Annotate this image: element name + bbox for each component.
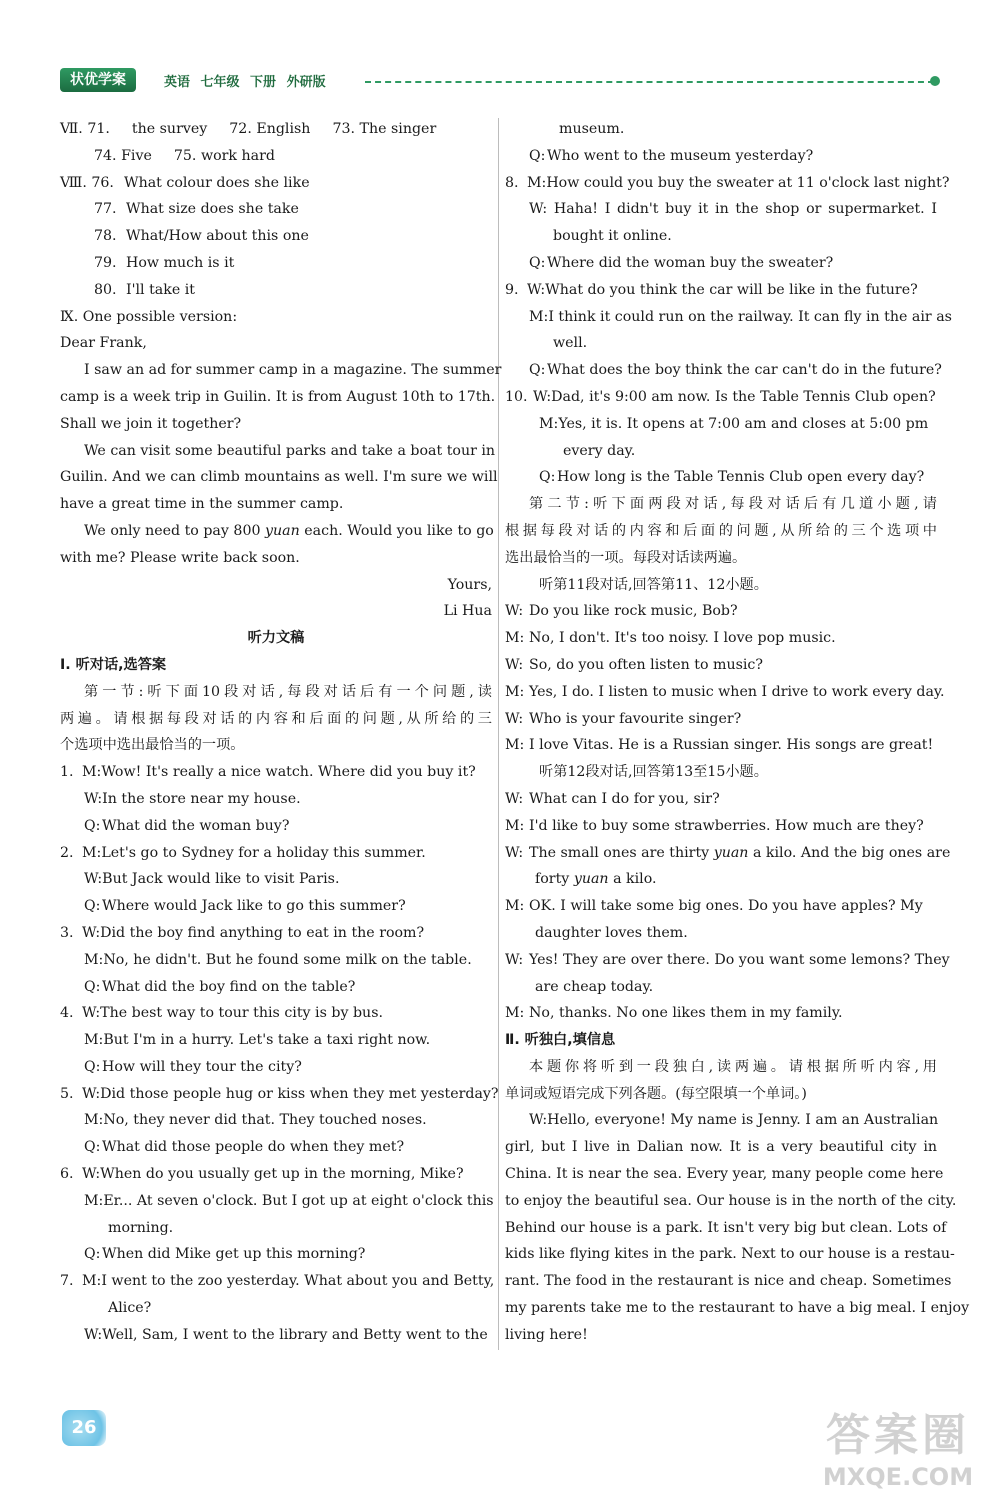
dialog-line: W:Well, Sam, I went to the library and Betty went to the (84, 1326, 488, 1343)
dialog-line: Q: What did the woman buy? (84, 817, 290, 834)
instruction-line: 单词或短语完成下列各题。(每空限填一个单词。) (505, 1085, 807, 1102)
instruction-line: 选出最恰当的一项。每段对话读两遍。 (505, 549, 747, 566)
dialog-line: W:In the store near my house. (84, 790, 301, 807)
answer-80: 80. I'll take it (94, 281, 195, 298)
dialog-line: 8. M:How could you buy the sweater at 11 o'clock last night? (505, 174, 950, 191)
dialog-line: Q: Who went to the museum yesterday? (529, 147, 814, 164)
letter-line: Guilin. And we can climb mountains as well. I'm sure we will (60, 469, 498, 486)
letter-line: have a great time in the summer camp. (60, 496, 344, 513)
instruction-line: 个选项中选出最恰当的一项。 (60, 737, 245, 754)
dialog-line: W: The small ones are thirty yuan a kilo. And the big ones are (505, 844, 951, 861)
dialog-line: M: Yes, I do. I listen to music when I drive to work every day. (505, 683, 945, 700)
dialog-12-title: 听第12段对话,回答第13至15小题。 (539, 764, 768, 781)
answer-79: 79. How much is it (94, 254, 235, 271)
dialog-line: 2. M:Let's go to Sydney for a holiday this summer. (60, 844, 426, 861)
letter-closing: Yours, (447, 576, 492, 593)
instruction-line: 第一节:听下面10段对话,每段对话后有一个问题,读 (84, 683, 492, 700)
monologue-line: rant. The food in the restaurant is nice and cheap. Sometimes (505, 1273, 952, 1290)
letter-line: with me? Please write back soon. (60, 549, 300, 566)
script-title: 听力文稿 (247, 630, 305, 647)
instruction-line: 第二节:听下面两段对话,每段对话后有几道小题,请 (529, 496, 937, 513)
dialog-line: 4. W:The best way to tour this city is by bus. (60, 1005, 383, 1022)
header-divider (365, 81, 934, 83)
answer-77: 77. What size does she take (94, 201, 299, 218)
answer-76: Ⅷ. 76. What colour does she like (60, 174, 310, 191)
watermark-text: 答案圈 (826, 1410, 970, 1461)
part2-title: Ⅱ. 听独白,填信息 (505, 1032, 616, 1049)
dialog-line: daughter loves them. (535, 924, 688, 941)
dialog-line: M: No, I don't. It's too noisy. I love pop music. (505, 630, 836, 647)
answer-line-74-75: 74. Five 75. work hard (94, 147, 275, 164)
dialog-line: bought it online. (553, 228, 672, 245)
book-logo: 状优学案 (60, 68, 136, 92)
dialog-line: M:Yes, it is. It opens at 7:00 am and closes at 5:00 pm (539, 415, 929, 432)
dialog-line: are cheap today. (535, 978, 654, 995)
dialog-line: Q: Where did the woman buy the sweater? (529, 254, 834, 271)
dialog-line: morning. (108, 1219, 174, 1236)
dialog-line: museum. (559, 121, 625, 137)
dialog-line: 7. M:I went to the zoo yesterday. What about you and Betty, (60, 1273, 495, 1290)
dialog-line: 6. W:When do you usually get up in the morning, Mike? (60, 1166, 464, 1183)
monologue-line: girl, but I live in Dalian now. It is a very beautiful city in (505, 1139, 937, 1156)
instruction-line: 本题你将听到一段独白,读两遍。请根据所听内容,用 (529, 1058, 937, 1075)
dialog-line: Q: When did Mike get up this morning? (84, 1246, 366, 1263)
dialog-line: Q: What did the boy find on the table? (84, 978, 356, 995)
instruction-line: 两遍。请根据每段对话的内容和后面的问题,从所给的三 (60, 710, 492, 727)
letter-line: We can visit some beautiful parks and take a boat tour in (84, 442, 496, 459)
dialog-line: well. (553, 335, 588, 352)
right-column (505, 116, 970, 1349)
dialog-line: M:But I'm in a hurry. Let's take a taxi right now. (84, 1032, 431, 1049)
dialog-line: 10. W:Dad, it's 9:00 am now. Is the Table Tennis Club open? (505, 388, 936, 405)
monologue-line: kids like flying kites in the park. Next to our house is a restau- (505, 1246, 955, 1263)
dialog-line: Q: What did those people do when they met? (84, 1139, 405, 1156)
dialog-line: M:I think it could run on the railway. It can fly in the air as (529, 308, 952, 325)
monologue-line: Behind our house is a park. It isn't very big but clean. Lots of (505, 1219, 947, 1236)
watermark-url: MXQE.COM (822, 1463, 974, 1491)
dialog-line: Q: How long is the Table Tennis Club open every day? (539, 469, 925, 486)
dialog-line: Q: How will they tour the city? (84, 1058, 302, 1075)
page-header (60, 68, 940, 94)
letter-line: Shall we join it together? (60, 415, 242, 432)
letter-signature: Li Hua (443, 603, 492, 620)
dialog-line: M:No, they never did that. They touched noses. (84, 1112, 427, 1129)
dialog-line: W: Do you like rock music, Bob? (505, 603, 738, 620)
dialog-line: W: Who is your favourite singer? (505, 710, 742, 727)
dialog-line: forty yuan a kilo. (535, 871, 657, 888)
writing-label: Ⅸ. One possible version: (60, 308, 238, 325)
dialog-line: every day. (563, 442, 636, 459)
dialog-line: Q: Where would Jack like to go this summer? (84, 898, 406, 915)
letter-line: I saw an ad for summer camp in a magazine. The summer (84, 362, 502, 379)
dialog-line: M:No, he didn't. But he found some milk on the table. (84, 951, 472, 968)
book-info: 英语 七年级 下册 外研版 (164, 75, 326, 90)
monologue-line: China. It is near the sea. Every year, many people come here (505, 1166, 944, 1183)
dialog-line: 3. W:Did the boy find anything to eat in the room? (60, 924, 425, 941)
dialog-line: W: So, do you often listen to music? (505, 656, 763, 673)
answer-line-71-73: Ⅶ. 71. the survey 72. English 73. The singer (60, 121, 437, 137)
header-dot-icon (930, 76, 940, 86)
part1-title: Ⅰ. 听对话,选答案 (60, 656, 167, 673)
dialog-11-title: 听第11段对话,回答第11、12小题。 (539, 576, 768, 593)
dialog-line: 5. W:Did those people hug or kiss when they met yesterday? (60, 1085, 499, 1102)
dialog-line: 1. M:Wow! It's really a nice watch. Where did you buy it? (60, 764, 476, 781)
monologue-line: living here! (505, 1326, 588, 1343)
dialog-line: M: I love Vitas. He is a Russian singer. His songs are great! (505, 737, 934, 754)
left-column (60, 116, 502, 1349)
page-number: 26 (62, 1410, 106, 1446)
dialog-line: M: OK. I will take some big ones. Do you have apples? My (505, 898, 923, 915)
dialog-line: W: What can I do for you, sir? (505, 790, 720, 807)
answer-78: 78. What/How about this one (94, 228, 309, 245)
dialog-line: M: I'd like to buy some strawberries. How much are they? (505, 817, 924, 834)
letter-line: We only need to pay 800 yuan each. Would you like to go (84, 522, 494, 539)
dialog-line: W: Haha! I didn't buy it in the shop or supermarket. I (529, 201, 938, 218)
dialog-line: M: No, thanks. No one likes them in my family. (505, 1005, 843, 1022)
letter-line: camp is a week trip in Guilin. It is from August 10th to 17th. (60, 388, 496, 405)
monologue-line: my parents take me to the restaurant to have a big meal. I enjoy (505, 1300, 970, 1317)
dialog-line: Q: What does the boy think the car can't do in the future? (529, 362, 942, 379)
letter-greeting: Dear Frank, (60, 335, 147, 352)
instruction-line: 根据每段对话的内容和后面的问题,从所给的三个选项中 (505, 522, 937, 539)
column-divider (498, 118, 499, 1350)
dialog-line: M:Er... At seven o'clock. But I got up at eight o'clock this (84, 1192, 494, 1209)
monologue-line: W:Hello, everyone! My name is Jenny. I am an Australian (529, 1112, 939, 1129)
dialog-line: W: Yes! They are over there. Do you want some lemons? They (505, 951, 950, 968)
dialog-line: Alice? (108, 1300, 152, 1317)
dialog-line: 9. W:What do you think the car will be like in the future? (505, 281, 918, 298)
monologue-line: to enjoy the beautiful sea. Our house is in the north of the city. (505, 1192, 957, 1209)
dialog-line: W:But Jack would like to visit Paris. (84, 871, 340, 888)
watermark-logo (800, 1410, 996, 1496)
